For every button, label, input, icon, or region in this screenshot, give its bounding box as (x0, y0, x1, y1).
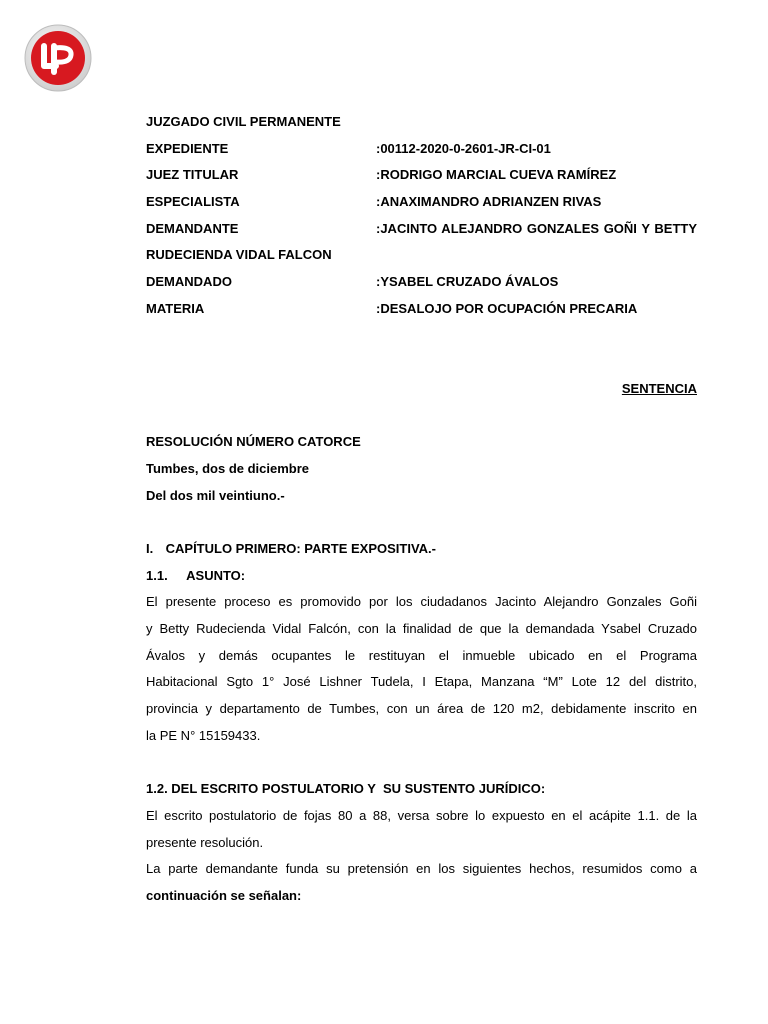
header-label: JUEZ TITULAR (146, 167, 239, 183)
paragraph-line: La parte demandante funda su pretensión en los siguientes hechos, resumidos como a (146, 861, 697, 877)
sentencia-heading (146, 379, 697, 406)
paragraph-line-last: la PE N° 15159433. (146, 727, 261, 743)
header-value: :YSABEL CRUZADO ÁVALOS (376, 274, 559, 290)
court-name: JUZGADO CIVIL PERMANENTE (146, 114, 341, 129)
header-value: :RODRIGO MARCIAL CUEVA RAMÍREZ (376, 167, 617, 183)
section-heading-escrito: 1.2. DEL ESCRITO POSTULATORIO Y SU SUSTENTO JURÍDICO: (146, 781, 546, 797)
lp-logo (24, 24, 92, 92)
header-row-demandante (146, 219, 697, 246)
paragraph-line-last: presente resolución. (146, 834, 264, 850)
resolution-place-date: Tumbes, dos de diciembre (146, 460, 310, 476)
resolution-year: Del dos mil veintiuno.- (146, 487, 285, 503)
document-page (146, 112, 697, 913)
paragraph-line: Habitacional Sgto 1° José Lishner Tudela, I Etapa, Manzana “M” Lote 12 del distrito, (146, 674, 697, 690)
header-row-demandado (146, 272, 697, 299)
resolution-title: RESOLUCIÓN NÚMERO CATORCE (146, 434, 361, 450)
section-heading-asunto (146, 566, 697, 593)
demandante-continuation: RUDECIENDA VIDAL FALCON (146, 247, 332, 263)
header-label: DEMANDANTE (146, 220, 239, 236)
header-value: :ANAXIMANDRO ADRIANZEN RIVAS (376, 194, 602, 210)
header-label: ESPECIALISTA (146, 194, 240, 210)
paragraph-line: Ávalos y demás ocupantes le restituyan el inmueble ubicado en el Programa (146, 647, 697, 663)
header-row-juez (146, 165, 697, 192)
header-value: :JACINTO ALEJANDRO GONZALES GOÑI Y BETTY (376, 220, 697, 236)
chapter-heading (146, 539, 697, 566)
paragraph-line: provincia y departamento de Tumbes, con un área de 120 m2, debidamente inscrito en (146, 701, 697, 717)
paragraph-line-last: continuación se señalan: (146, 887, 302, 903)
header-label: DEMANDADO (146, 274, 232, 290)
header-label: MATERIA (146, 300, 205, 316)
header-row-expediente (146, 139, 697, 166)
paragraph-line: El presente proceso es promovido por los ciudadanos Jacinto Alejandro Gonzales Goñi (146, 594, 697, 610)
header-value: :00112-2020-0-2601-JR-CI-01 (376, 140, 551, 156)
lp-logo-icon (24, 24, 92, 92)
paragraph-line: El escrito postulatorio de fojas 80 a 88, versa sobre lo expuesto en el acápite 1.1. de la (146, 807, 697, 823)
paragraph-line: y Betty Rudecienda Vidal Falcón, con la finalidad de que la demandada Ysabel Cruzado (146, 621, 697, 637)
chapter-number: I. (146, 541, 154, 557)
header-value: :DESALOJO POR OCUPACIÓN PRECARIA (376, 300, 638, 316)
section-number: 1.1. (146, 567, 168, 583)
header-row-materia (146, 299, 697, 326)
section-title: ASUNTO: (186, 567, 246, 583)
header-label: EXPEDIENTE (146, 140, 229, 156)
header-row-especialista (146, 192, 697, 219)
chapter-title: CAPÍTULO PRIMERO: PARTE EXPOSITIVA.- (165, 541, 436, 557)
sentencia-text: SENTENCIA (621, 380, 697, 396)
